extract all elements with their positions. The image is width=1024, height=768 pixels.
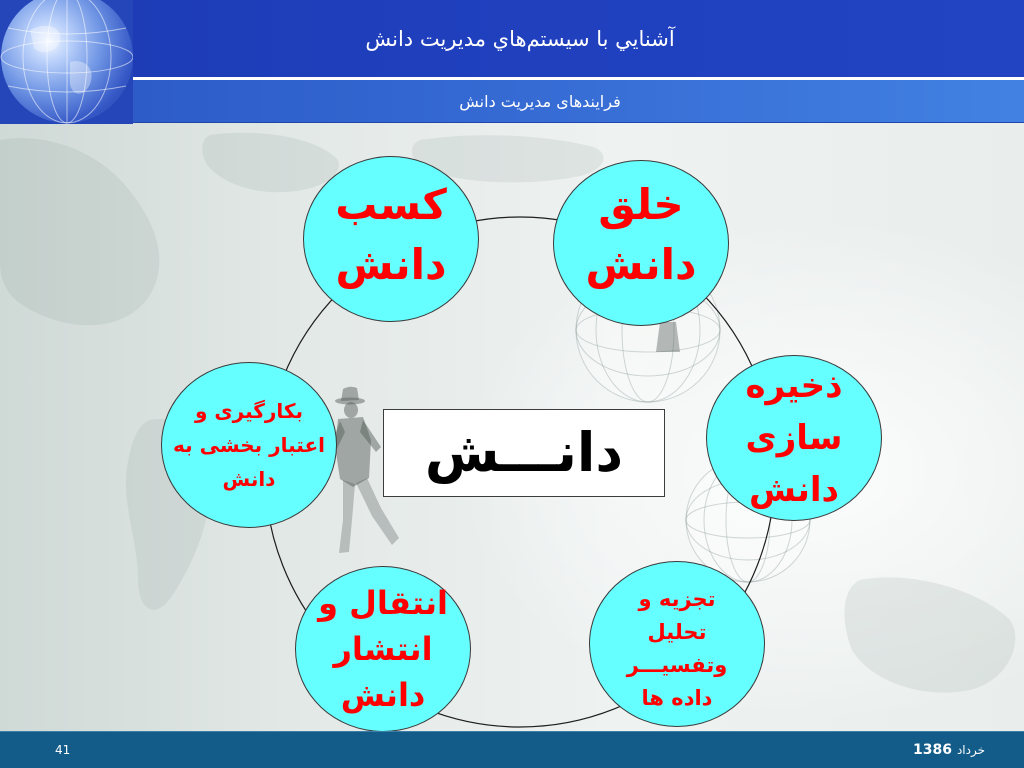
slide-subtitle: فرایندهای مدیریت دانش (459, 91, 621, 111)
globe-icon (0, 0, 133, 124)
node-label-line: دانش (340, 676, 426, 714)
footer-date (913, 732, 985, 768)
node-label-line: دانش (335, 240, 447, 289)
title-bar (0, 0, 1024, 77)
node-analyze-data (589, 561, 765, 727)
node-label-line: تحلیل (647, 620, 707, 644)
world-map-shape (202, 133, 339, 192)
node-label-line: بکارگیری و (194, 399, 304, 423)
center-label: دانـــش (424, 421, 624, 484)
node-label-line: کسب (335, 180, 447, 229)
node-label-line: دانش (222, 467, 276, 491)
node-label-line: وتفسیـــر (626, 653, 728, 677)
node-label-line: داده ها (641, 686, 713, 710)
slide-number: 41 (55, 743, 71, 757)
node-label-line: ذخیره (745, 366, 843, 406)
footer-date-year: 1386 (912, 742, 952, 758)
world-map-shape (0, 138, 159, 325)
node-label-line: دانش (585, 240, 697, 289)
node-transfer-knowledge (295, 566, 471, 732)
node-label-line: اعتبار بخشی به (173, 433, 325, 457)
node-create-knowledge (553, 160, 729, 326)
footer-date-month: خرداد (956, 743, 985, 757)
node-store-knowledge (706, 355, 882, 521)
node-label-line: خلق (598, 180, 684, 229)
slide-title: آشنايي با سيستم‌هاي مديريت دانش (365, 26, 675, 51)
node-label-line: انتشار (333, 630, 433, 668)
globe-grid-lines (0, 0, 133, 124)
person-body (656, 322, 680, 352)
footer-bar (0, 731, 1024, 768)
world-map-shape (844, 577, 1015, 692)
globe-continent (70, 61, 92, 94)
man-head (344, 402, 358, 418)
node-apply-knowledge (161, 362, 337, 528)
node-label-line: انتقال و (318, 584, 448, 622)
node-label-line: سازی (745, 418, 843, 458)
subtitle-bar (0, 80, 1024, 123)
node-acquire-knowledge (303, 156, 479, 322)
man-leg-back (339, 480, 355, 553)
globe-continent (30, 26, 60, 52)
center-box (383, 409, 665, 497)
node-label-line: تجزیه و (638, 587, 716, 611)
node-label-line: دانش (749, 470, 839, 510)
